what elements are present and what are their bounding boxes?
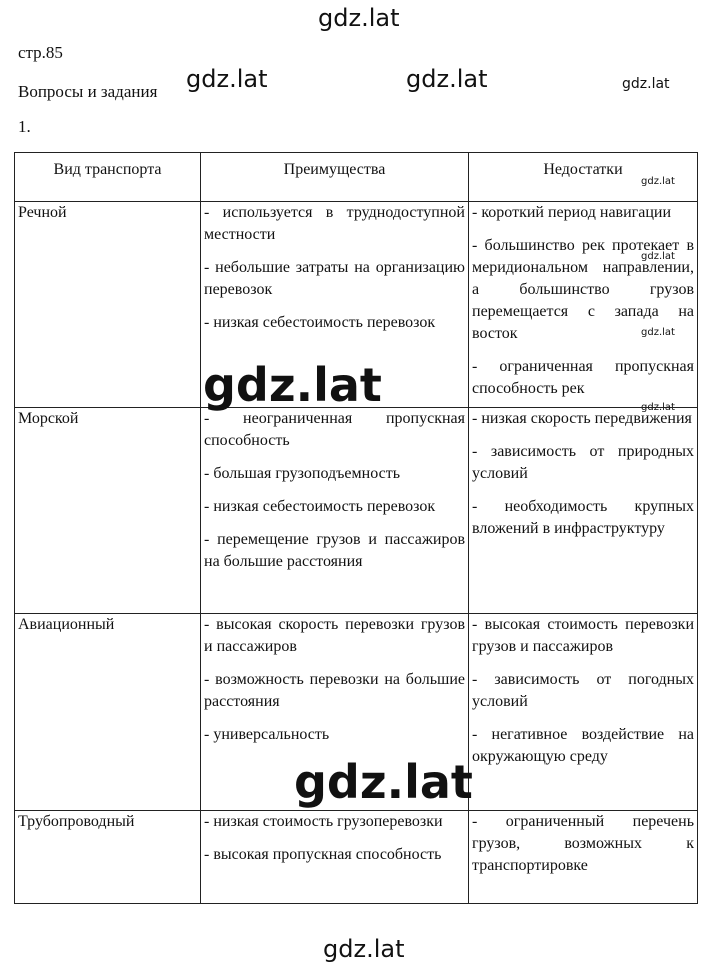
list-item: - ограниченная пропускная способность рек [472, 358, 694, 397]
column-header: Недостатки [469, 153, 698, 202]
transport-type: Речной [15, 202, 201, 408]
list-item: - низкая себестоимость перевозок [204, 498, 436, 515]
list-item: - возможность перевозки на большие расстояния [204, 671, 465, 710]
watermark-small: gdz.lat [641, 251, 675, 262]
transport-type: Авиационный [15, 614, 201, 811]
list-item: - низкая скорость передвижения [472, 410, 692, 427]
table-header-row [15, 153, 698, 202]
watermark-bottom: gdz.lat [323, 935, 405, 963]
list-item: - ограниченный перечень грузов, возможных к транспортировке [472, 813, 694, 874]
disadvantages-cell [469, 811, 698, 904]
list-item: - низкая себестоимость перевозок [204, 314, 436, 331]
watermark-small: gdz.lat [641, 402, 675, 413]
list-item: - используется в труднодоступной местности [204, 204, 465, 243]
watermark-large: gdz.lat [203, 358, 382, 412]
table-row [15, 408, 698, 614]
list-item: - низкая стоимость грузоперевозки [204, 813, 443, 830]
disadvantages-cell [469, 614, 698, 811]
table-row [15, 811, 698, 904]
transport-type: Трубопроводный [15, 811, 201, 904]
column-header: Вид транспорта [15, 153, 201, 202]
list-item: - негативное воздействие на окружающую среду [472, 726, 694, 765]
watermark-top: gdz.lat [318, 4, 400, 32]
list-item: - небольшие затраты на организацию перевозок [204, 259, 465, 298]
question-number: 1. [18, 117, 31, 136]
advantages-cell [201, 811, 469, 904]
disadvantages-cell [469, 408, 698, 614]
list-item: - неограниченная пропускная способность [204, 410, 465, 449]
column-header: Преимущества [201, 153, 469, 202]
watermark: gdz.lat [186, 65, 268, 93]
list-item: - высокая пропускная способность [204, 846, 442, 863]
list-item: - универсальность [204, 726, 330, 743]
list-item: - зависимость от природных условий [472, 443, 694, 482]
list-item: - необходимость крупных вложений в инфраструктуру [472, 498, 694, 537]
section-title: Вопросы и задания [18, 82, 158, 101]
list-item: - большая грузоподъемность [204, 465, 400, 482]
watermark: gdz.lat [622, 76, 670, 92]
watermark-small: gdz.lat [641, 176, 675, 187]
list-item: - зависимость от погодных условий [472, 671, 694, 710]
list-item: - высокая скорость перевозки грузов и пассажиров [204, 616, 465, 655]
list-item: - большинство рек протекает в меридиональном направлении, а большинство грузов перемещается с запада на восток [472, 237, 694, 342]
watermark: gdz.lat [406, 65, 488, 93]
watermark-small: gdz.lat [641, 327, 675, 338]
list-item: - перемещение грузов и пассажиров на большие расстояния [204, 531, 465, 570]
disadvantages-cell [469, 202, 698, 408]
list-item: - короткий период навигации [472, 204, 672, 221]
transport-type: Морской [15, 408, 201, 614]
list-item: - высокая стоимость перевозки грузов и пассажиров [472, 616, 694, 655]
page-number: стр.85 [18, 43, 63, 62]
watermark-large: gdz.lat [294, 755, 473, 809]
advantages-cell [201, 408, 469, 614]
